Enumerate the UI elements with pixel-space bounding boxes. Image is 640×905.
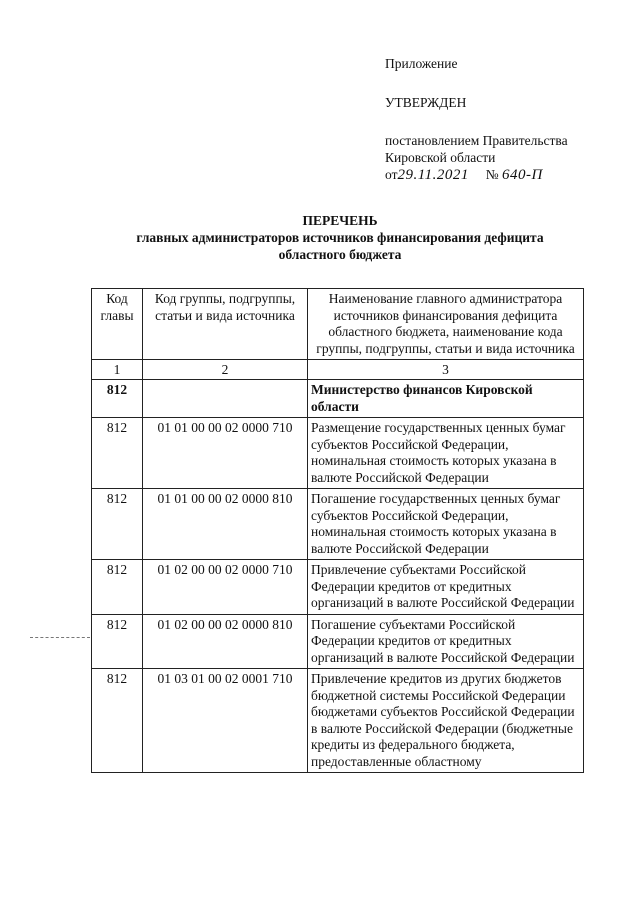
approved-label: УТВЕРЖДЕН <box>385 95 467 110</box>
row-chapter-code: 812 <box>92 418 143 489</box>
row-source-code: 01 01 00 00 02 0000 810 <box>143 489 308 560</box>
margin-dash-mark <box>30 637 90 638</box>
date-number-line <box>385 166 568 184</box>
appendix-label: Приложение <box>385 56 458 71</box>
row-name: Погашение субъектами Российской Федерации кредитов от кредитных организаций в валюте Российской Федерации <box>308 614 584 669</box>
row-name: Привлечение кредитов из других бюджетов бюджетной системы Российской Федерации бюджетами субъектов Российской Федерации в валюте Российской Федерации (бюджетные кредиты из федерального бюджета, предоставленные областному <box>308 669 584 773</box>
approval-block <box>385 55 568 184</box>
column-number-row <box>92 360 584 380</box>
table-row <box>92 489 584 560</box>
row-name: Министерство финансов Кировской области <box>308 380 584 418</box>
row-chapter-code: 812 <box>92 669 143 773</box>
row-source-code: 01 02 00 00 02 0000 710 <box>143 560 308 615</box>
document-title <box>90 212 590 263</box>
table-header-row <box>92 289 584 360</box>
number-prefix: № <box>485 167 499 182</box>
header-chapter-code: Код главы <box>92 289 143 360</box>
row-source-code <box>143 380 308 418</box>
approved-by-line2: Кировской области <box>385 150 496 165</box>
row-name: Привлечение субъектами Российской Федерации кредитов от кредитных организаций в валюте Российской Федерации <box>308 560 584 615</box>
title-line-3: областного бюджета <box>278 247 402 262</box>
handwritten-number: 640-П <box>502 167 543 183</box>
title-line-2: главных администраторов источников финансирования дефицита <box>136 230 544 245</box>
table-row <box>92 669 584 773</box>
title-line-1: ПЕРЕЧЕНЬ <box>302 213 378 228</box>
header-name: Наименование главного администратора источников финансирования дефицита областного бюджета, наименование кода группы, подгруппы, статьи и вида источника <box>308 289 584 360</box>
column-number: 1 <box>92 360 143 380</box>
row-source-code: 01 01 00 00 02 0000 710 <box>143 418 308 489</box>
row-chapter-code: 812 <box>92 560 143 615</box>
column-number: 2 <box>143 360 308 380</box>
row-chapter-code: 812 <box>92 489 143 560</box>
sources-table <box>91 288 584 773</box>
handwritten-date: 29.11.2021 <box>397 167 469 183</box>
row-name: Размещение государственных ценных бумаг субъектов Российской Федерации, номинальная стоимость которых указана в валюте Российской Федерации <box>308 418 584 489</box>
table-row <box>92 380 584 418</box>
header-source-code: Код группы, подгруппы, статьи и вида источника <box>143 289 308 360</box>
row-source-code: 01 02 00 00 02 0000 810 <box>143 614 308 669</box>
date-prefix: от <box>385 167 398 182</box>
row-source-code: 01 03 01 00 02 0001 710 <box>143 669 308 773</box>
table-row <box>92 418 584 489</box>
row-chapter-code: 812 <box>92 380 143 418</box>
row-name: Погашение государственных ценных бумаг субъектов Российской Федерации, номинальная стоимость которых указана в валюте Российской Федерации <box>308 489 584 560</box>
table-row <box>92 560 584 615</box>
column-number: 3 <box>308 360 584 380</box>
approved-by-line1: постановлением Правительства <box>385 133 568 148</box>
table-row <box>92 614 584 669</box>
row-chapter-code: 812 <box>92 614 143 669</box>
